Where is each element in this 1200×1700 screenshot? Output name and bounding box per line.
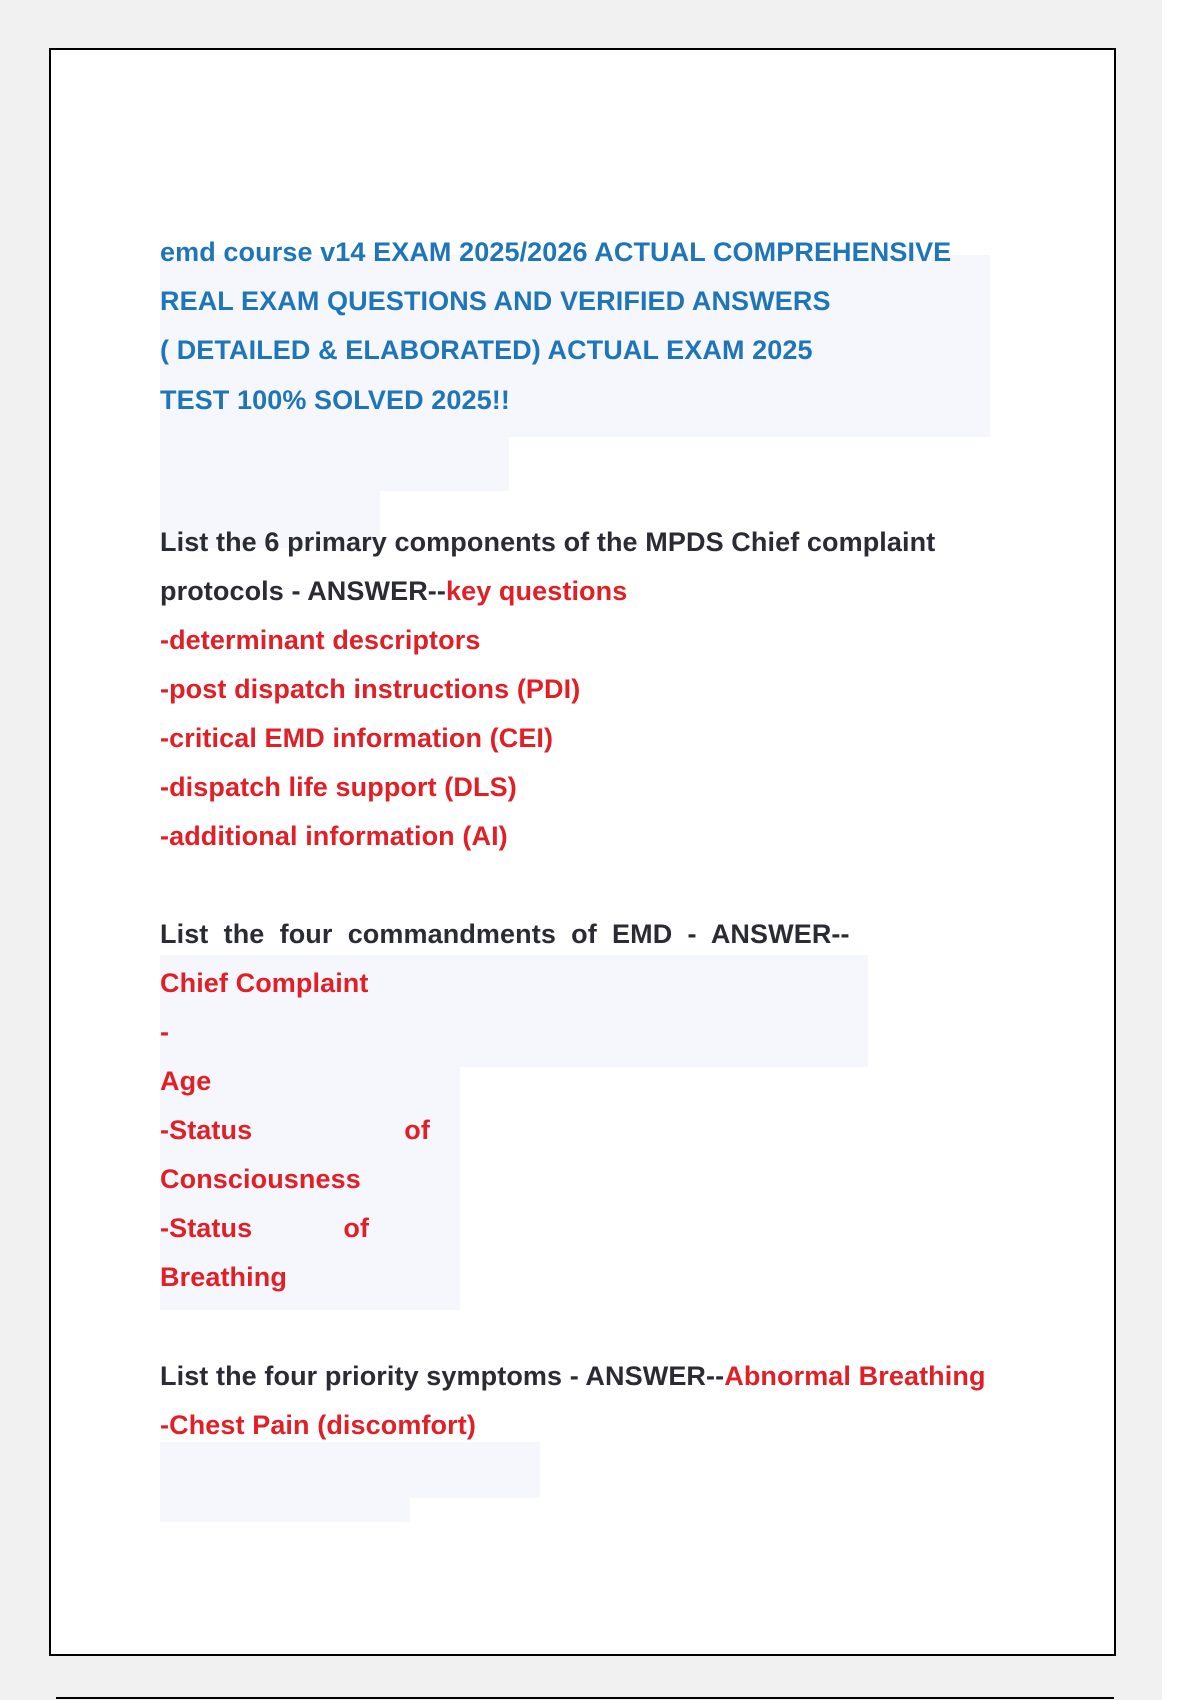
answer-text: Abnormal Breathing (724, 1361, 986, 1391)
answer-item: -Chest Pain (discomfort) (160, 1410, 476, 1440)
text-shade (160, 1496, 410, 1522)
answer-item: -Status of (160, 1213, 370, 1243)
question-text: protocols - ANSWER-- (160, 576, 446, 606)
title-line: emd course v14 EXAM 2025/2026 ACTUAL COMPREHENSIVE (160, 237, 952, 267)
title-line: REAL EXAM QUESTIONS AND VERIFIED ANSWERS (160, 286, 831, 316)
viewer-background-strip (1162, 0, 1200, 1700)
answer-item: - (160, 1017, 170, 1047)
answer-item: -determinant descriptors (160, 625, 481, 655)
answer-item: Chief Complaint (160, 968, 369, 998)
question-text: List the four commandments of EMD - ANSWER-- (160, 919, 850, 949)
question-text: List the four priority symptoms - ANSWER-- (160, 1361, 725, 1391)
answer-item: Consciousness (160, 1164, 361, 1194)
answer-item: -Status of (160, 1115, 430, 1145)
answer-item: -post dispatch instructions (PDI) (160, 674, 581, 704)
question-answer-line (160, 574, 627, 608)
text-shade (160, 1442, 540, 1498)
answer-item: -dispatch life support (DLS) (160, 772, 517, 802)
title-line: TEST 100% SOLVED 2025!! (160, 385, 510, 415)
text-shade (160, 435, 509, 491)
answer-item: -critical EMD information (CEI) (160, 723, 554, 753)
document-page (49, 48, 1116, 1656)
next-page-edge (56, 1697, 1114, 1699)
title-line: ( DETAILED & ELABORATED) ACTUAL EXAM 2025 (160, 335, 813, 365)
answer-item: Breathing (160, 1262, 287, 1292)
answer-text: key questions (445, 576, 628, 606)
question-text: List the 6 primary components of the MPDS Chief complaint (160, 527, 936, 557)
question-answer-line (160, 1359, 986, 1393)
answer-item: -additional information (AI) (160, 821, 508, 851)
answer-item: Age (160, 1066, 212, 1096)
